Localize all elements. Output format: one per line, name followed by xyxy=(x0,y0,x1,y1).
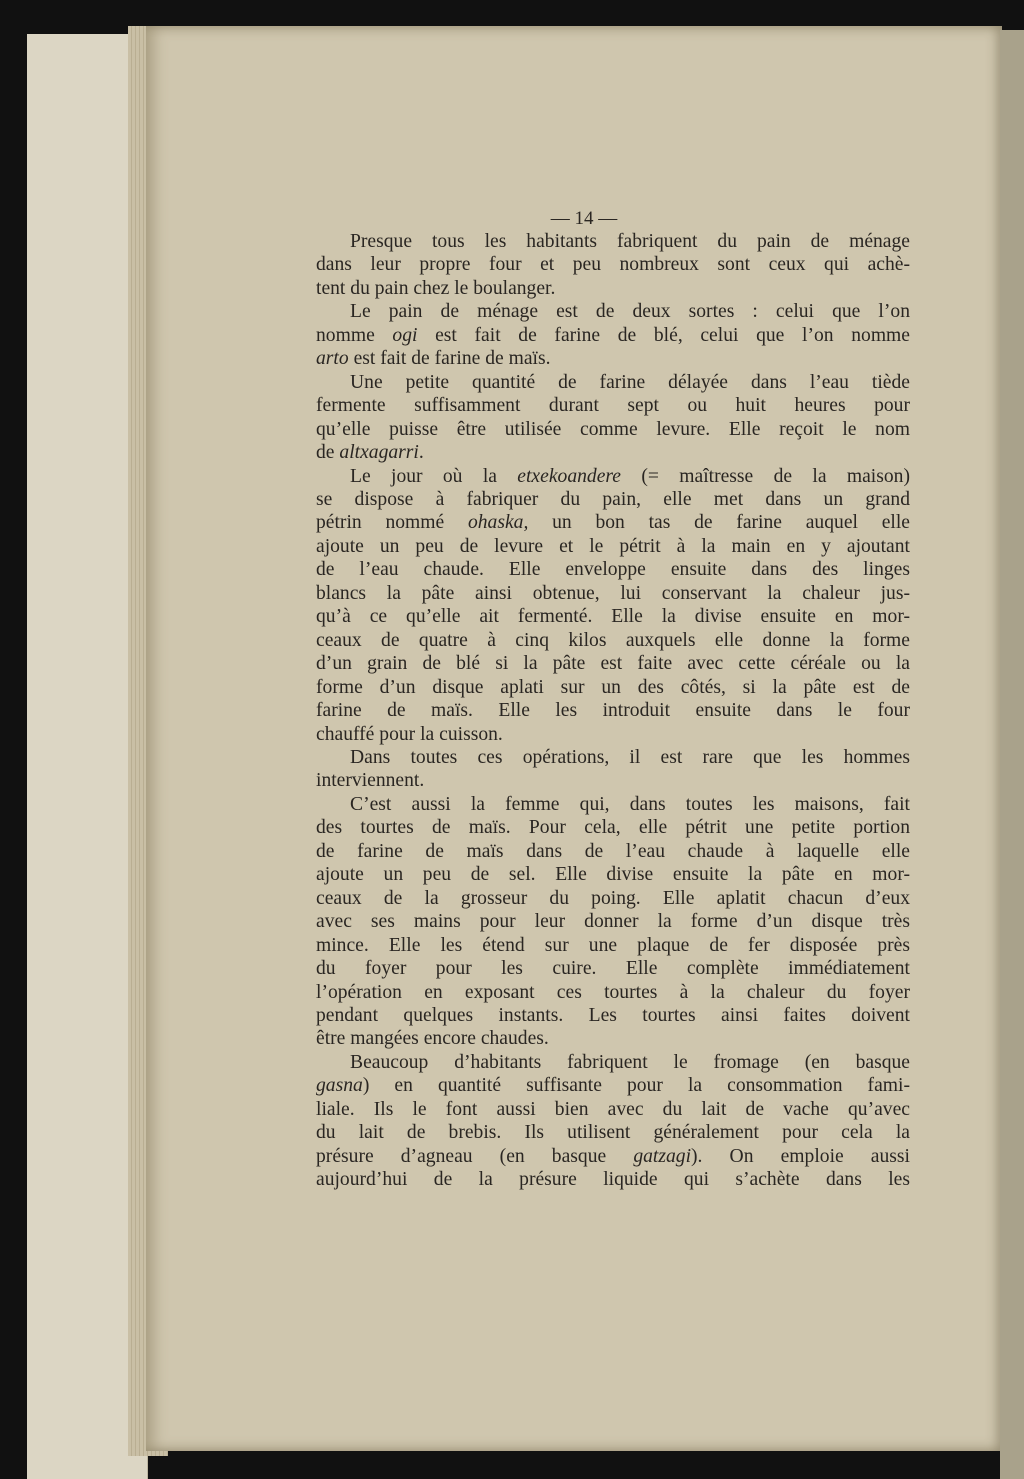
paragraph xyxy=(316,746,910,793)
text-line: Dans toutes ces opérations, il est rare que les hommes xyxy=(350,746,910,768)
italic-term: altxagarri xyxy=(339,442,419,464)
paragraph xyxy=(316,793,910,1051)
paragraph xyxy=(316,371,910,465)
text-line: ajoute un peu de levure et le pétrit à la main en y ajoutant xyxy=(316,535,910,557)
text-line: être mangées encore chaudes. xyxy=(316,1028,549,1050)
text-line: forme d’un disque aplati sur un des côtés, si la pâte est de xyxy=(316,676,910,698)
text-line: liale. Ils le font aussi bien avec du lait de vache qu’avec xyxy=(316,1098,910,1120)
text-line: mince. Elle les étend sur une plaque de fer disposée près xyxy=(316,934,910,956)
text-line: l’opération en exposant ces tourtes à la chaleur du foyer xyxy=(316,981,910,1003)
text-line: présure d’agneau (en basque gatzagi). On emploie aussi xyxy=(316,1145,910,1167)
text-line: tent du pain chez le boulanger. xyxy=(316,277,556,299)
text-line: ceaux de la grosseur du poing. Elle aplatit chacun d’eux xyxy=(316,887,910,909)
text-line: chauffé pour la cuisson. xyxy=(316,723,503,745)
text-line: blancs la pâte ainsi obtenue, lui conservant la chaleur jus- xyxy=(316,582,910,604)
paragraph xyxy=(316,465,910,746)
italic-term: arto xyxy=(316,348,349,370)
text-line: Une petite quantité de farine délayée dans l’eau tiède xyxy=(350,371,910,393)
text-line: Le jour où la etxekoandere (= maîtresse de la maison) xyxy=(350,465,910,487)
italic-term: gatzagi xyxy=(633,1145,692,1167)
facing-page-edge xyxy=(1000,30,1024,1479)
text-line: qu’à ce qu’elle ait fermenté. Elle la divise ensuite en mor- xyxy=(316,606,910,628)
italic-term: ohaska, xyxy=(467,512,529,534)
italic-term: gasna xyxy=(316,1075,363,1097)
text-line: de l’eau chaude. Elle enveloppe ensuite dans des linges xyxy=(316,559,910,581)
text-line: gasna) en quantité suffisante pour la consommation fami- xyxy=(316,1075,910,1097)
text-line: interviennent. xyxy=(316,770,425,792)
text-line: dans leur propre four et peu nombreux sont ceux qui achè- xyxy=(316,254,910,276)
paragraph xyxy=(316,1051,910,1192)
text-line: des tourtes de maïs. Pour cela, elle pétrit une petite portion xyxy=(316,817,910,839)
text-line: d’un grain de blé si la pâte est faite avec cette céréale ou la xyxy=(316,653,910,675)
paragraph xyxy=(316,300,910,370)
body-text xyxy=(316,230,910,1192)
text-line: fermente suffisamment durant sept ou huit heures pour xyxy=(316,395,910,417)
text-line: se dispose à fabriquer du pain, elle met dans un grand xyxy=(316,488,910,510)
text-line: Presque tous les habitants fabriquent du pain de ménage xyxy=(350,231,910,252)
text-line: de altxagarri. xyxy=(316,442,424,464)
text-line: avec ses mains pour leur donner la forme d’un disque très xyxy=(316,911,910,933)
text-line: C’est aussi la femme qui, dans toutes les maisons, fait xyxy=(350,793,910,815)
text-line: Beaucoup d’habitants fabriquent le fromage (en basque xyxy=(350,1051,910,1073)
text-line: de farine de maïs dans de l’eau chaude à laquelle elle xyxy=(316,840,910,862)
text-line: pétrin nommé ohaska, un bon tas de farine auquel elle xyxy=(316,512,910,534)
italic-term: etxekoandere xyxy=(517,465,622,487)
text-line: Le pain de ménage est de deux sortes : celui que l’on xyxy=(350,301,910,323)
text-line: nomme ogi est fait de farine de blé, celui que l’on nomme xyxy=(316,324,910,346)
text-line: pendant quelques instants. Les tourtes ainsi faites doivent xyxy=(316,1004,910,1026)
text-line: arto est fait de farine de maïs. xyxy=(316,348,551,370)
text-line: du lait de brebis. Ils utilisent généralement pour cela la xyxy=(316,1122,910,1144)
text-line: qu’elle puisse être utilisée comme levure. Elle reçoit le nom xyxy=(316,418,910,440)
text-line: du foyer pour les cuire. Elle complète immédiatement xyxy=(316,958,910,980)
page-number: — 14 — xyxy=(550,208,618,229)
paragraph xyxy=(316,230,910,300)
text-line: ceaux de quatre à cinq kilos auxquels elle donne la forme xyxy=(316,629,910,651)
text-line: aujourd’hui de la présure liquide qui s’achète dans les xyxy=(316,1169,910,1191)
text-line: ajoute un peu de sel. Elle divise ensuite la pâte en mor- xyxy=(316,864,910,886)
italic-term: ogi xyxy=(392,324,418,346)
text-line: farine de maïs. Elle les introduit ensuite dans le four xyxy=(316,700,910,722)
